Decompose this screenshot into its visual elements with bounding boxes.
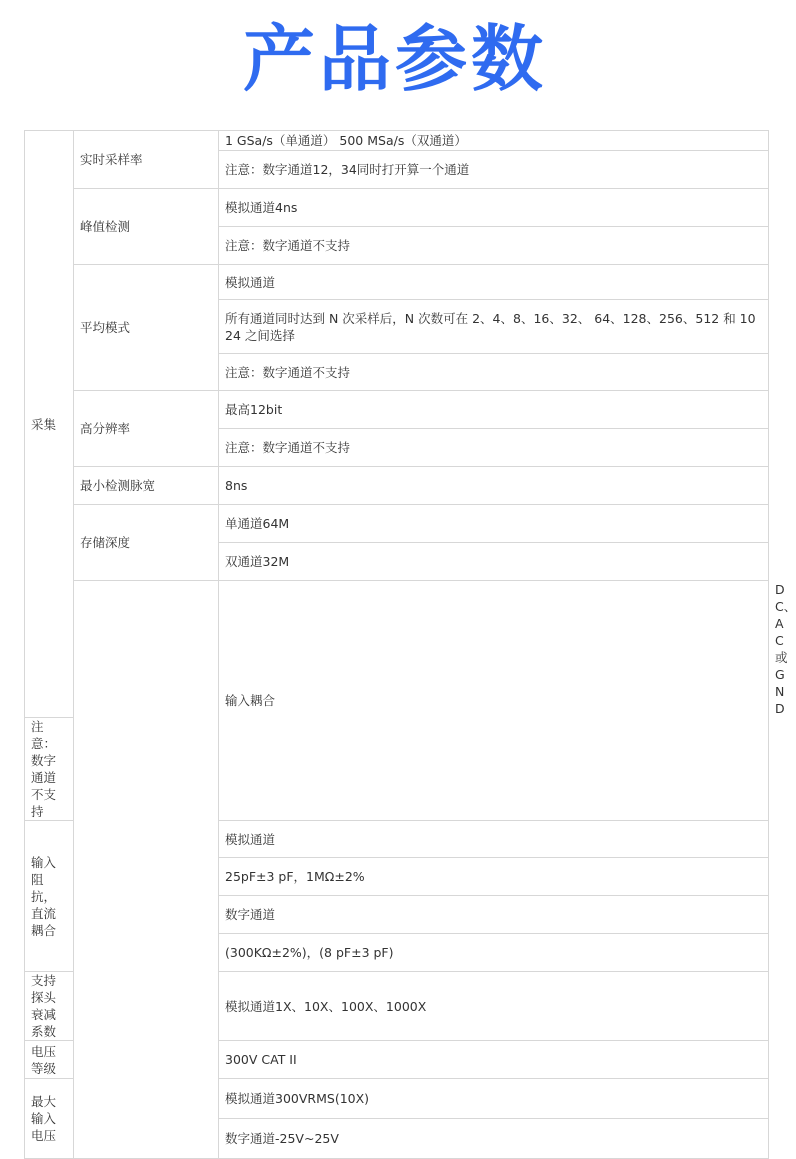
param-name: 平均模式: [74, 265, 219, 391]
param-name: 最小检测脉宽: [74, 467, 219, 505]
param-value: 单通道64M: [219, 505, 769, 543]
param-name: 支持探头衰减系数: [25, 972, 74, 1041]
param-value: 注意：数字通道不支持: [219, 429, 769, 467]
param-value: 25pF±3 pF，1MΩ±2%: [219, 858, 769, 896]
param-value: 数字通道-25V~25V: [219, 1119, 769, 1159]
param-value: 1 GSa/s（单通道） 500 MSa/s（双通道）: [219, 131, 769, 151]
param-name: 实时采样率: [74, 131, 219, 189]
param-value: 注意：数字通道不支持: [219, 354, 769, 391]
param-value: 模拟通道1X、10X、100X、1000X: [219, 972, 769, 1041]
param-value: 模拟通道: [219, 265, 769, 300]
param-name: 输入阻抗，直流耦合: [25, 821, 74, 972]
param-value: 模拟通道300VRMS(10X): [219, 1079, 769, 1119]
category-cell: [74, 581, 219, 1159]
param-value: (300KΩ±2%)，(8 pF±3 pF): [219, 934, 769, 972]
category-cell: 采集: [25, 131, 74, 718]
param-value: 模拟通道4ns: [219, 189, 769, 227]
param-value: 注意：数字通道不支持: [219, 227, 769, 265]
param-value: 注意：数字通道不支持: [25, 718, 74, 821]
param-value: 数字通道: [219, 896, 769, 934]
page-title: 产品参数: [242, 17, 547, 101]
param-value: 模拟通道: [219, 821, 769, 858]
param-value: 双通道32M: [219, 543, 769, 581]
param-name: 输入耦合: [219, 581, 769, 821]
param-value: 300V CAT II: [219, 1041, 769, 1079]
param-name: 存储深度: [74, 505, 219, 581]
param-name: 最大输入电压: [25, 1079, 74, 1159]
param-value: 8ns: [219, 467, 769, 505]
param-name: 高分辨率: [74, 391, 219, 467]
spec-table: 采集 实时采样率 1 GSa/s（单通道） 500 MSa/s（双通道） 注意：数字通道12，34同时打开算一个通道 峰值检测 模拟通道4ns 注意：数字通道不支持 平均模式 模拟通道 所有通道同时达到 N 次采样后，N 次数可在 2、4、8、16、32、 64、128、256、512 和 1024 之间选择 注意：数字通道不支持 高分辨率 最高12bit 注意：数字通道不支持 最小检测脉宽 8ns 存储深度 单通道64M 双通道32M 输入耦合 DC、AC或GND 注意：数字通道不支持 输入阻抗，直流耦合 模拟通道 25pF±3 pF，1MΩ±2% 数字通道 (300KΩ±2%)，(8 pF±3 pF) 支持探头衰减系数 模拟通道1X、10X、100X、1000X 电压等级 300V CAT II 最大输入电压 模拟通道300VRMS(10X) 数字通道-25V~25V: [24, 130, 769, 1159]
param-value: 所有通道同时达到 N 次采样后，N 次数可在 2、4、8、16、32、 64、128、256、512 和 1024 之间选择: [219, 300, 769, 354]
param-name: 峰值检测: [74, 189, 219, 265]
param-value: 注意：数字通道12，34同时打开算一个通道: [219, 151, 769, 189]
param-name: 电压等级: [25, 1041, 74, 1079]
param-value: 最高12bit: [219, 391, 769, 429]
